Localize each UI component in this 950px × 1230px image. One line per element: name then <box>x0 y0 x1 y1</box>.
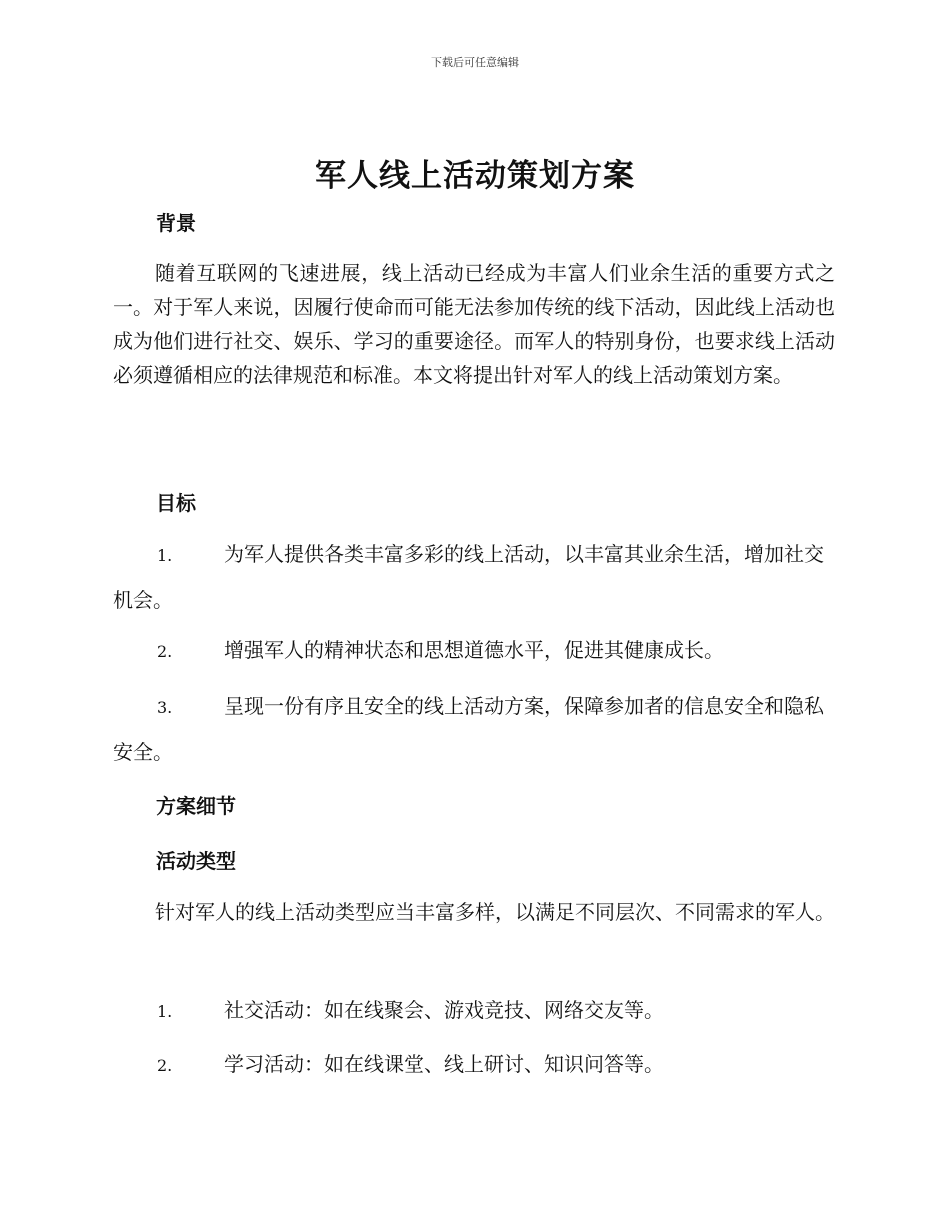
goal-item-2 <box>113 628 835 674</box>
list-text: 社交活动：如在线聚会、游戏竞技、网络交友等。 <box>224 998 664 1022</box>
heading-background: 背景 <box>156 211 196 235</box>
list-number: 3. <box>157 698 173 717</box>
list-number: 2. <box>157 642 173 661</box>
heading-details: 方案细节 <box>156 794 236 818</box>
goal-item-1 <box>113 532 835 622</box>
heading-activity-types: 活动类型 <box>156 849 236 873</box>
list-number: 1. <box>157 546 173 565</box>
goal-item-3 <box>113 684 835 774</box>
document-title: 军人线上活动策划方案 <box>315 158 635 194</box>
list-text: 呈现一份有序且安全的线上活动方案，保障参加者的信息安全和隐私安全。 <box>113 694 824 764</box>
list-text: 为军人提供各类丰富多彩的线上活动，以丰富其业余生活，增加社交机会。 <box>113 542 824 612</box>
list-text: 学习活动：如在线课堂、线上研讨、知识问答等。 <box>224 1052 664 1076</box>
list-text: 增强军人的精神状态和思想道德水平，促进其健康成长。 <box>224 638 724 662</box>
list-number: 2. <box>157 1056 173 1075</box>
background-paragraph: 随着互联网的飞速进展，线上活动已经成为丰富人们业余生活的重要方式之一。对于军人来说，因履行使命而可能无法参加传统的线下活动，因此线上活动也成为他们进行社交、娱乐、学习的重要途径。而军人的特别身份，也要求线上活动必须遵循相应的法律规范和标准。本文将提出针对军人的线上活动策划方案。 <box>113 261 835 387</box>
page-header: 下载后可任意编辑 <box>431 56 519 69</box>
activity-types-paragraph: 针对军人的线上活动类型应当丰富多样，以满足不同层次、不同需求的军人。 <box>155 900 835 924</box>
list-number: 1. <box>157 1002 173 1021</box>
heading-goals: 目标 <box>156 491 196 515</box>
activity-item-2 <box>113 1042 835 1088</box>
activity-item-1 <box>113 988 835 1034</box>
